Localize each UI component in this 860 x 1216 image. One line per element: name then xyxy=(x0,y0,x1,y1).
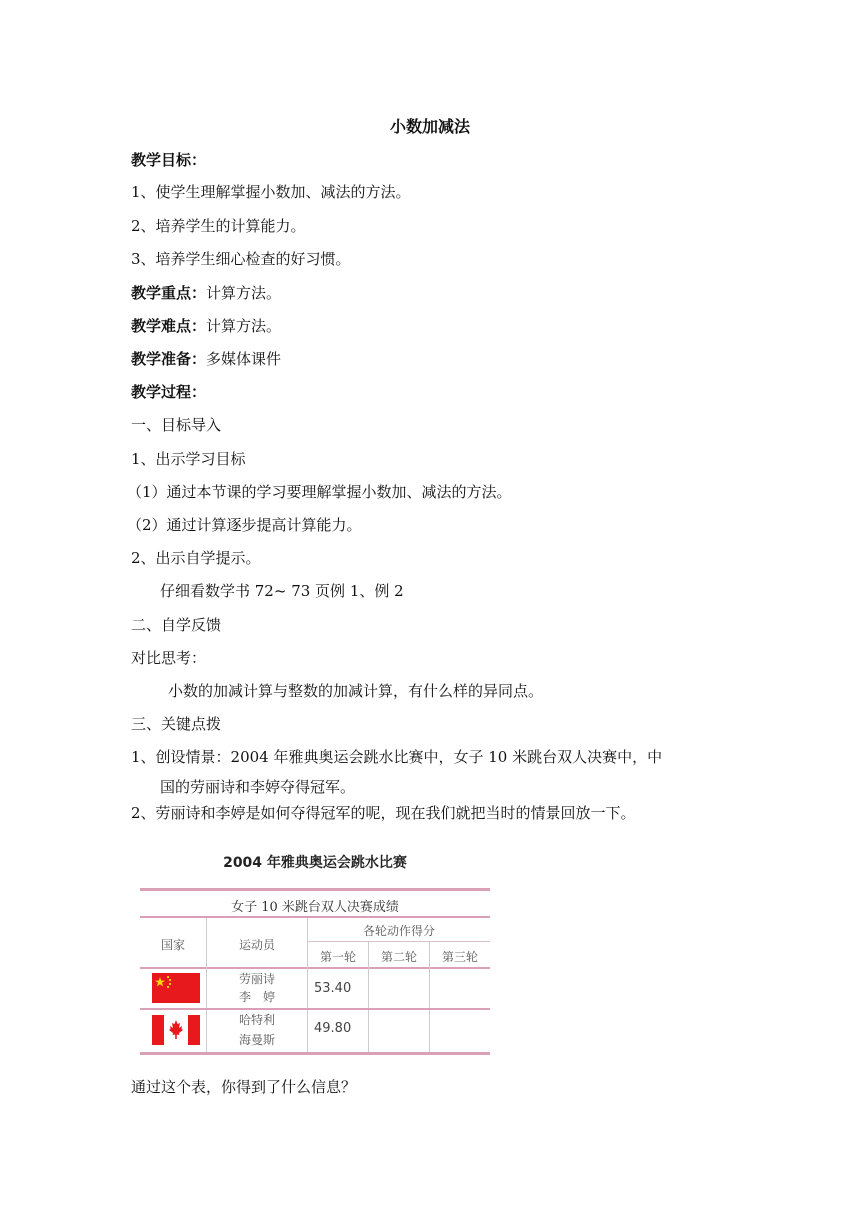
header-round-2: 第二轮 xyxy=(380,950,417,964)
score-value: 49.80 xyxy=(314,1021,352,1036)
table-divider xyxy=(307,918,308,1054)
athlete-name: 海曼斯 xyxy=(238,1033,275,1047)
goal-item: 3、培养学生细心检查的好习惯。 xyxy=(131,250,351,268)
section-subitem: （2）通过计算逐步提高计算能力。 xyxy=(127,516,362,534)
section-item: 1、出示学习目标 xyxy=(131,450,246,468)
section-subitem: （1）通过本节课的学习要理解掌握小数加、减法的方法。 xyxy=(127,483,512,501)
header-round-1: 第一轮 xyxy=(319,950,356,964)
prep-value: 多媒体课件 xyxy=(206,350,282,368)
table-divider xyxy=(429,942,430,1054)
table-divider xyxy=(368,942,369,1054)
header-scores: 各轮动作得分 xyxy=(362,924,435,938)
section-detail: 仔细看数学书 72~ 73 页例 1、例 2 xyxy=(160,582,404,600)
athlete-name: 李 婷 xyxy=(238,990,275,1004)
goal-item: 1、使学生理解掌握小数加、减法的方法。 xyxy=(131,183,411,201)
preparation xyxy=(131,349,281,369)
section-item-continued: 国的劳丽诗和李婷夺得冠军。 xyxy=(160,778,356,796)
difficulty-label: 教学难点： xyxy=(131,317,207,335)
section-title: 二、自学反馈 xyxy=(131,616,222,634)
table-rule xyxy=(308,941,490,942)
difficulty-point xyxy=(131,316,281,336)
goal-heading: 教学目标： xyxy=(131,151,207,169)
section-title: 一、目标导入 xyxy=(131,416,222,434)
prep-label: 教学准备： xyxy=(131,350,207,368)
table-rule xyxy=(140,967,490,969)
table-rule xyxy=(140,916,490,918)
process-heading: 教学过程： xyxy=(131,383,207,401)
section-item: 2、出示自学提示。 xyxy=(131,549,261,567)
section-item: 2、劳丽诗和李婷是如何夺得冠军的呢，现在我们就把当时的情景回放一下。 xyxy=(131,804,636,822)
key-label: 教学重点： xyxy=(131,284,207,302)
china-flag-icon xyxy=(152,973,200,1003)
score-value: 53.40 xyxy=(314,981,352,996)
results-table-image xyxy=(140,848,490,1058)
table-title: 2004 年雅典奥运会跳水比赛 xyxy=(223,855,407,871)
page-title: 小数加减法 xyxy=(389,117,470,136)
athlete-name: 劳丽诗 xyxy=(238,972,275,986)
goal-item: 2、培养学生的计算能力。 xyxy=(131,217,306,235)
athlete-name: 哈特利 xyxy=(238,1013,275,1027)
question: 通过这个表，你得到了什么信息？ xyxy=(131,1078,357,1096)
table-rule xyxy=(140,888,490,891)
header-country: 国家 xyxy=(160,938,185,952)
key-point xyxy=(131,283,281,303)
table-subtitle: 女子 10 米跳台双人决赛成绩 xyxy=(231,900,399,915)
header-athlete: 运动员 xyxy=(238,938,275,952)
difficulty-value: 计算方法。 xyxy=(206,317,282,335)
section-item: 1、创设情景：2004 年雅典奥运会跳水比赛中，女子 10 米跳台双人决赛中，中 xyxy=(131,748,663,766)
table-rule xyxy=(140,1008,490,1010)
section-title: 三、关键点拨 xyxy=(131,715,222,733)
table-rule xyxy=(140,1052,490,1055)
section-detail: 小数的加减计算与整数的加减计算，有什么样的异同点。 xyxy=(168,682,544,700)
key-value: 计算方法。 xyxy=(206,284,282,302)
header-round-3: 第三轮 xyxy=(441,950,478,964)
section-label: 对比思考： xyxy=(131,649,207,667)
canada-flag-icon xyxy=(152,1015,200,1045)
